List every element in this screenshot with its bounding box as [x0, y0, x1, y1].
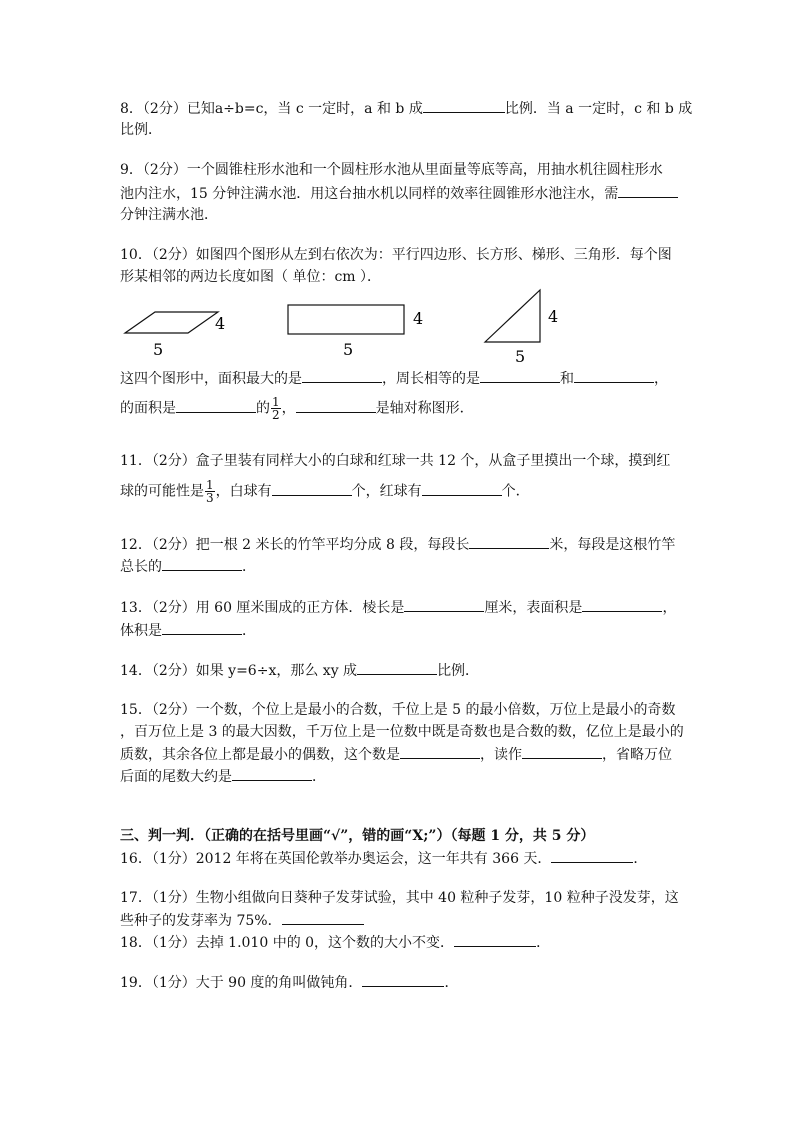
q13-text-a: 13．（2分）用 60 厘米围成的正方体．棱长是 [120, 600, 405, 616]
rectangle-side-label: 4 [413, 309, 424, 328]
question-17-line-1: 17．（1分）生物小组做向日葵种子发芽试验，其中 40 粒种子发芽，10 粒种子没发芽，这 [120, 890, 679, 906]
q15-blank-3[interactable] [232, 766, 312, 781]
rectangle-shape [288, 305, 404, 334]
q11-text-a: 球的可能性是 [120, 483, 204, 500]
fraction-numerator: 1 [272, 395, 280, 409]
question-13-line-1 [120, 597, 676, 618]
parallelogram-side-label: 4 [215, 314, 226, 333]
q12-text-d: ． [242, 559, 256, 575]
shapes-figure [115, 285, 575, 365]
q15-blank-1[interactable] [400, 744, 480, 759]
q9-text: 池内注水，15 分钟注满水池．用这台抽水机以同样的效率往圆锥形水池注水，需 [120, 186, 619, 202]
q12-text-c: 总长的 [120, 559, 162, 575]
question-15-line-2: ，百万位上是 3 的最大因数，千万位上是一位数中既是奇数也是合数的数，亿位上是最小的 [120, 724, 684, 740]
question-15-line-1: 15．（2分）一个数，个位上是最小的合数，千位上是 5 的最小倍数，万位上是最小的奇数 [120, 702, 676, 718]
fraction-numerator: 1 [206, 478, 214, 492]
q10-text-c: 和 [560, 371, 574, 387]
q9-blank-1[interactable] [618, 183, 678, 198]
q17-answer-blank[interactable] [282, 910, 364, 925]
q13-text-d: 体积是 [120, 623, 162, 639]
q12-blank-1[interactable] [469, 534, 549, 549]
q11-blank-1[interactable] [272, 481, 352, 496]
q15-blank-2[interactable] [522, 744, 602, 759]
q8-text-b: 比例．当 a 一定时，c 和 b 成 [504, 101, 693, 117]
section-3-heading: 三、判一判．（正确的在括号里画“√”，错的画“X;”）（每题 1 分，共 5 分） [120, 828, 595, 844]
q12-blank-2[interactable] [162, 556, 242, 571]
q10-text-d: ， [654, 371, 668, 387]
q18-answer-blank[interactable] [454, 932, 536, 947]
q10-text-f: 的 [256, 400, 270, 417]
question-12-line-1 [120, 534, 675, 555]
question-13-line-2 [120, 620, 256, 641]
q16-answer-blank[interactable] [551, 848, 633, 863]
q8-blank-1[interactable] [423, 98, 505, 113]
question-14-line-1 [120, 660, 479, 681]
q19-text: 19．（1分）大于 90 度的角叫做钝角． [120, 975, 363, 991]
q16-end: ． [633, 851, 648, 867]
q15-text-d: 后面的尾数大约是 [120, 769, 232, 785]
q15-text-e: ． [312, 769, 326, 785]
q12-text-a: 12．（2分）把一根 2 米长的竹竿平均分成 8 段，每段长 [120, 537, 470, 553]
question-10-line-4 [120, 396, 474, 421]
q13-blank-1[interactable] [404, 597, 484, 612]
q18-end: ． [536, 935, 551, 951]
q10-text-h: 是轴对称图形． [375, 400, 474, 417]
q18-text: 18．（1分）去掉 1.010 中的 0，这个数的大小不变． [120, 935, 455, 951]
q8-text-a: 8．（2分）已知a÷b=c，当 c 一定时，a 和 b 成 [120, 101, 423, 117]
q10-text-e: 的面积是 [120, 400, 176, 417]
question-11-line-2 [120, 479, 530, 504]
q10-blank-2[interactable] [480, 368, 560, 383]
q11-text-d: 个． [501, 483, 530, 500]
q10-text-g: ， [281, 400, 296, 417]
q12-text-b: 米，每段是这根竹竿 [549, 537, 676, 553]
q11-fraction [205, 479, 215, 504]
question-12-line-2 [120, 556, 256, 577]
q14-text-b: 比例． [437, 663, 480, 679]
q10-text-b: ，周长相等的是 [382, 371, 480, 387]
q16-text: 16．（1分）2012 年将在英国伦敦举办奥运会，这一年共有 366 天． [120, 851, 552, 867]
triangle-base-label: 5 [515, 347, 526, 365]
q10-blank-4[interactable] [176, 398, 256, 413]
q19-answer-blank[interactable] [362, 972, 444, 987]
question-9-line-2 [120, 183, 678, 204]
q10-blank-1[interactable] [302, 368, 382, 383]
question-10-line-1: 10．（2分）如图四个图形从左到右依次为：平行四边形、长方形、梯形、三角形．每个图 [120, 247, 672, 263]
q15-text-a: 质数，其余各位上都是最小的偶数，这个数是 [120, 747, 400, 763]
parallelogram-shape [125, 312, 218, 333]
triangle-shape [485, 290, 540, 342]
q19-end: ． [444, 975, 459, 991]
q14-blank-1[interactable] [357, 660, 437, 675]
question-9-line-1: 9．（2分）一个圆锥柱形水池和一个圆柱形水池从里面量等底等高，用抽水机往圆柱形水 [120, 162, 663, 178]
q13-text-c: ， [662, 600, 677, 616]
triangle-side-label: 4 [548, 307, 559, 326]
q10-blank-5[interactable] [296, 398, 376, 413]
q13-text-b: 厘米，表面积是 [484, 600, 583, 616]
q11-text-b: ，白球有 [215, 483, 272, 500]
q11-text-c: 个，红球有 [351, 483, 422, 500]
q10-fraction [271, 396, 281, 421]
question-11-line-1: 11．（2分）盒子里装有同样大小的白球和红球一共 12 个，从盒子里摸出一个球，摸到红 [120, 453, 671, 469]
question-10-line-3 [120, 368, 668, 389]
q17-text: 些种子的发芽率为 75%． [120, 913, 282, 929]
q13-blank-3[interactable] [162, 620, 242, 635]
q10-blank-3[interactable] [574, 368, 654, 383]
q10-text-a: 这四个图形中，面积最大的是 [120, 371, 302, 387]
q13-blank-2[interactable] [582, 597, 662, 612]
question-15-line-4 [120, 766, 326, 787]
question-9-line-3: 分钟注满水池． [120, 207, 218, 223]
question-15-line-3 [120, 744, 672, 765]
q15-text-c: ，省略万位 [602, 747, 672, 763]
fraction-denominator: 2 [272, 408, 280, 422]
question-19 [120, 972, 458, 993]
q11-blank-2[interactable] [422, 481, 502, 496]
question-8-line-2: 比例． [120, 122, 162, 138]
q15-text-b: ，读作 [480, 747, 522, 763]
question-16 [120, 848, 647, 869]
fraction-denominator: 3 [206, 491, 214, 505]
q13-text-e: ． [242, 623, 256, 639]
question-8-line-1 [120, 98, 692, 119]
question-10-line-2: 形某相邻的两边长度如图（ 单位：cm ）． [120, 269, 382, 285]
rectangle-base-label: 5 [343, 340, 354, 359]
parallelogram-base-label: 5 [153, 340, 164, 359]
question-18 [120, 932, 550, 953]
q14-text-a: 14．（2分）如果 y=6÷x，那么 xy 成 [120, 663, 358, 679]
question-17-line-2 [120, 910, 364, 931]
